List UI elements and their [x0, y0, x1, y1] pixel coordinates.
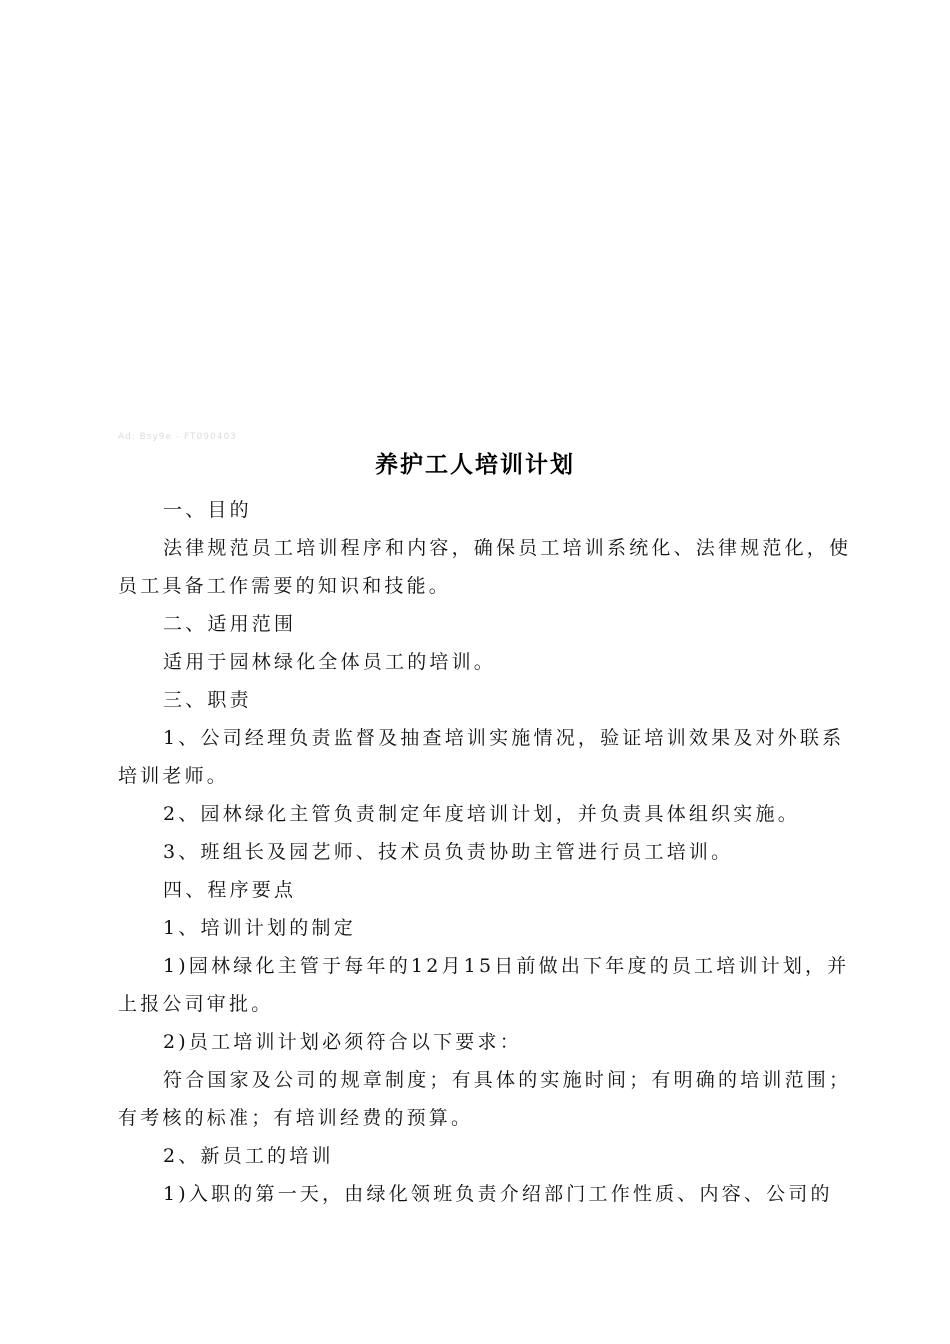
section-heading-responsibilities: 三、职责 — [163, 689, 252, 711]
paragraph-responsibility-2: 2、园林绿化主管负责制定年度培训计划，并负责具体组织实施。 — [163, 803, 800, 825]
subheading-new-staff-training: 2、新员工的培训 — [163, 1145, 334, 1167]
subheading-plan-formulation: 1、培训计划的制定 — [163, 917, 356, 939]
paragraph-new-staff-item-1: 1)入职的第一天，由绿化领班负责介绍部门工作性质、内容、公司的 — [163, 1183, 833, 1205]
section-heading-scope: 二、适用范围 — [163, 613, 297, 635]
section-heading-purpose: 一、目的 — [163, 499, 252, 521]
document-title: 养护工人培训计划 — [375, 452, 575, 478]
paragraph-plan-item-1: 1)园林绿化主管于每年的12月15日前做出下年度的员工培训计划，并上报公司审批。 — [118, 955, 850, 1015]
section-heading-procedure: 四、程序要点 — [163, 879, 297, 901]
paragraph-plan-requirements: 符合国家及公司的规章制度；有具体的实施时间；有明确的培训范围；有考核的标准；有培训经费的预算。 — [118, 1069, 852, 1129]
paragraph-scope: 适用于园林绿化全体员工的培训。 — [163, 651, 497, 673]
paragraph-responsibility-3: 3、班组长及园艺师、技术员负责协助主管进行员工培训。 — [163, 841, 734, 863]
paragraph-purpose: 法律规范员工培训程序和内容，确保员工培训系统化、法律规范化，使员工具备工作需要的知识和技能。 — [118, 537, 852, 597]
document-body — [118, 491, 858, 1213]
paragraph-plan-item-2: 2)员工培训计划必须符合以下要求： — [163, 1031, 522, 1053]
faint-watermark-text: Ad: Bsy9e - FT090403 — [118, 432, 237, 442]
paragraph-responsibility-1: 1、公司经理负责监督及抽查培训实施情况，验证培训效果及对外联系培训老师。 — [118, 727, 845, 787]
